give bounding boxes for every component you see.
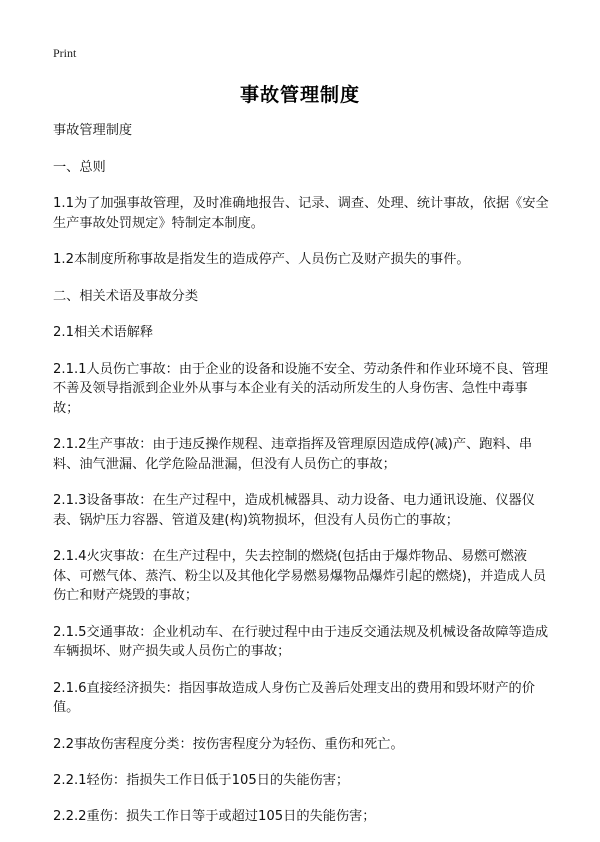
paragraph-2-1-5: 2.1.5交通事故：企业机动车、在行驶过程中由于违反交通法规及机械设备故障等造成车辆损坏、财产损失或人员伤亡的事故；: [53, 624, 549, 659]
paragraph-2-1-6: 2.1.6直接经济损失：指因事故造成人身伤亡及善后处理支出的费用和毁坏财产的价值。: [53, 680, 535, 715]
paragraph-2-1-2: 2.1.2生产事故：由于违反操作规程、违章指挥及管理原因造成停(减)产、跑料、串料、油气泄漏、化学危险品泄漏，但没有人员伤亡的事故；: [53, 437, 533, 472]
section-heading-terms: 二、相关术语及事故分类: [53, 288, 199, 304]
page-title: 事故管理制度: [239, 84, 360, 106]
print-label: Print: [53, 46, 77, 60]
paragraph-1-1: 1.1为了加强事故管理，及时准确地报告、记录、调查、处理、统计事故，依据《安全生产事故处罚规定》特制定本制度。: [53, 196, 549, 231]
paragraph-2-1-4: 2.1.4火灾事故：在生产过程中，失去控制的燃烧(包括由于爆炸物品、易燃可燃液体、可燃气体、蒸汽、粉尘以及其他化学易燃易爆物品爆炸引起的燃烧)，并造成人员伤亡和财产烧毁的事故；: [53, 549, 547, 603]
paragraph-1-2: 1.2本制度所称事故是指发生的造成停产、人员伤亡及财产损失的事件。: [53, 252, 470, 267]
document-body: [53, 121, 553, 842]
paragraph-2-2-2: 2.2.2重伤：损失工作日等于或超过105日的失能伤害；: [53, 808, 376, 824]
document-subtitle: 事故管理制度: [53, 123, 133, 138]
paragraph-2-1-3: 2.1.3设备事故：在生产过程中，造成机械器具、动力设备、电力通讯设施、仪器仪表、锅炉压力容器、管道及建(构)筑物损坏，但没有人员伤亡的事故；: [53, 493, 535, 528]
paragraph-2-2: 2.2事故伤害程度分类：按伤害程度分为轻伤、重伤和死亡。: [53, 736, 404, 752]
paragraph-2-1: 2.1相关术语解释: [53, 325, 154, 340]
paragraph-2-1-1: 2.1.1人员伤亡事故：由于企业的设备和设施不安全、劳动条件和作业环境不良、管理不善及领导指派到企业外从事与本企业有关的活动所发生的人身伤害、急性中毒事故；: [53, 361, 549, 416]
paragraph-2-2-1: 2.2.1轻伤：指损失工作日低于105日的失能伤害；: [53, 773, 350, 788]
section-heading-general: 一、总则: [53, 159, 106, 175]
